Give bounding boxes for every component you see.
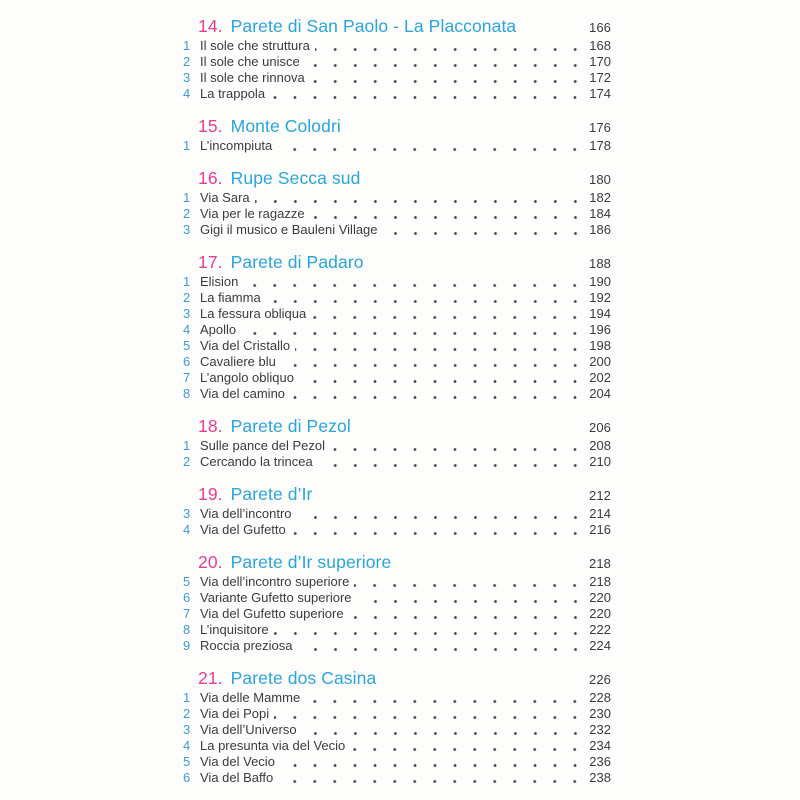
entry-page-number: 198 (589, 338, 611, 353)
entry-page-number: 224 (589, 638, 611, 653)
section-header (180, 114, 611, 138)
dot-leader (241, 322, 585, 338)
entry-number: 4 (183, 738, 191, 753)
toc-entry (180, 38, 611, 54)
toc-section (180, 250, 611, 402)
entry-page-number: 192 (589, 290, 611, 305)
section-header (180, 14, 611, 38)
entry-number: 7 (183, 606, 191, 621)
entry-page-number: 210 (589, 454, 611, 469)
section-number: 16. (198, 168, 223, 188)
dot-leader (305, 690, 585, 706)
route-name: Via del Gufetto (200, 522, 286, 537)
toc-entry (180, 70, 611, 86)
dot-leader (277, 138, 585, 154)
toc-entry (180, 574, 611, 590)
entry-number: 6 (183, 354, 191, 369)
entry-number: 2 (183, 290, 191, 305)
toc-entry (180, 86, 611, 102)
toc-entry (180, 206, 611, 222)
route-name: La fessura obliqua (200, 306, 307, 321)
entry-page-number: 222 (589, 622, 611, 637)
section-header (180, 166, 611, 190)
dot-leader (330, 438, 585, 454)
dot-leader (278, 770, 585, 786)
entry-page-number: 236 (589, 754, 611, 769)
entry-number: 6 (183, 590, 191, 605)
route-name: Via del Gufetto superiore (200, 606, 344, 621)
route-name: L’inquisitore (200, 622, 269, 637)
entry-number: 4 (183, 522, 191, 537)
section-page-number: 206 (589, 420, 611, 435)
dot-leader (270, 86, 585, 102)
entry-number: 3 (183, 506, 191, 521)
dot-leader (295, 338, 585, 354)
toc-entry (180, 770, 611, 786)
entry-page-number: 220 (589, 590, 611, 605)
dot-leader (302, 722, 585, 738)
entry-page-number: 186 (589, 222, 611, 237)
entry-page-number: 182 (589, 190, 611, 205)
dot-leader (315, 38, 585, 54)
section-number: 15. (198, 116, 223, 136)
entry-number: 8 (183, 622, 191, 637)
route-name: Via del Cristallo (200, 338, 291, 353)
toc-entry (180, 638, 611, 654)
route-name: Via del Baffo (200, 770, 274, 785)
entry-number: 4 (183, 322, 191, 337)
route-name: Il sole che rinnova (200, 70, 305, 85)
toc-entry (180, 722, 611, 738)
toc-entry (180, 306, 611, 322)
dot-leader (350, 738, 585, 754)
route-name: Roccia preziosa (200, 638, 293, 653)
dot-leader (298, 638, 586, 654)
toc-entry (180, 322, 611, 338)
section-header (180, 414, 611, 438)
entry-page-number: 228 (589, 690, 611, 705)
route-name: La fiamma (200, 290, 261, 305)
route-name: La presunta via del Vecio (200, 738, 346, 753)
entry-number: 3 (183, 722, 191, 737)
entry-page-number: 194 (589, 306, 611, 321)
entry-number: 7 (183, 370, 191, 385)
entry-number: 1 (183, 690, 191, 705)
toc-entry (180, 54, 611, 70)
route-name: L’incompiuta (200, 138, 273, 153)
entry-number: 1 (183, 438, 191, 453)
section-title: Parete di Padaro (230, 252, 364, 272)
section-page-number: 218 (589, 556, 611, 571)
route-name: La trappola (200, 86, 266, 101)
toc-section (180, 114, 611, 154)
toc-entry (180, 606, 611, 622)
route-name: Cercando la trincea (200, 454, 313, 469)
dot-leader (318, 454, 585, 470)
entry-page-number: 232 (589, 722, 611, 737)
section-title: Parete di San Paolo - La Placconata (230, 16, 517, 36)
toc-entry (180, 190, 611, 206)
dot-leader (354, 574, 585, 590)
toc-entry (180, 454, 611, 470)
section-number: 19. (198, 484, 223, 504)
toc-entry (180, 138, 611, 154)
entry-number: 2 (183, 454, 191, 469)
section-header (180, 550, 611, 574)
toc-entry (180, 274, 611, 290)
route-name: Via del Vecio (200, 754, 275, 769)
route-name: Via Sara (200, 190, 250, 205)
section-page-number: 176 (589, 120, 611, 135)
entry-number: 3 (183, 70, 191, 85)
route-name: Apollo (200, 322, 237, 337)
entry-number: 9 (183, 638, 191, 653)
entry-page-number: 230 (589, 706, 611, 721)
toc-entry (180, 622, 611, 638)
entry-number: 1 (183, 138, 191, 153)
toc-entry (180, 522, 611, 538)
toc-entry (180, 370, 611, 386)
dot-leader (280, 754, 585, 770)
toc-entry (180, 354, 611, 370)
toc-entry (180, 386, 611, 402)
route-name: Via dell’incontro superiore (200, 574, 350, 589)
route-name: Via dell’incontro (200, 506, 292, 521)
section-header (180, 250, 611, 274)
section-page-number: 212 (589, 488, 611, 503)
dot-leader (305, 54, 585, 70)
entry-page-number: 216 (589, 522, 611, 537)
entry-page-number: 220 (589, 606, 611, 621)
route-name: Il sole che struttura (200, 38, 310, 53)
entry-number: 2 (183, 706, 191, 721)
section-title: Monte Colodri (230, 116, 341, 136)
dot-leader (243, 274, 585, 290)
toc-entry (180, 438, 611, 454)
entry-page-number: 196 (589, 322, 611, 337)
toc-entry (180, 738, 611, 754)
route-name: Via delle Mamme (200, 690, 301, 705)
route-name: Variante Gufetto superiore (200, 590, 352, 605)
entry-number: 2 (183, 54, 191, 69)
entry-page-number: 170 (589, 54, 611, 69)
toc-entry (180, 706, 611, 722)
dot-leader (266, 290, 585, 306)
toc-entry (180, 590, 611, 606)
entry-page-number: 218 (589, 574, 611, 589)
toc-section (180, 482, 611, 538)
entry-page-number: 178 (589, 138, 611, 153)
section-title: Rupe Secca sud (230, 168, 361, 188)
dot-leader (349, 606, 585, 622)
entry-page-number: 204 (589, 386, 611, 401)
dot-leader (383, 222, 585, 238)
entry-page-number: 202 (589, 370, 611, 385)
section-page-number: 166 (589, 20, 611, 35)
toc-section (180, 550, 611, 654)
entry-number: 5 (183, 754, 191, 769)
dot-leader (357, 590, 585, 606)
section-header (180, 666, 611, 690)
toc-entry (180, 506, 611, 522)
entry-number: 5 (183, 574, 191, 589)
toc-section (180, 414, 611, 470)
dot-leader (310, 70, 585, 86)
section-title: Parete d’Ir superiore (230, 552, 392, 572)
toc-entry (180, 338, 611, 354)
route-name: Via dell’Universo (200, 722, 297, 737)
route-name: Via dei Popi (200, 706, 270, 721)
entry-page-number: 200 (589, 354, 611, 369)
route-name: Via del camino (200, 386, 286, 401)
entry-number: 4 (183, 86, 191, 101)
entry-page-number: 184 (589, 206, 611, 221)
section-number: 21. (198, 668, 223, 688)
section-page-number: 226 (589, 672, 611, 687)
section-number: 14. (198, 16, 223, 36)
entry-number: 1 (183, 190, 191, 205)
toc-entry (180, 222, 611, 238)
dot-leader (310, 206, 585, 222)
toc-content (180, 14, 611, 798)
section-number: 18. (198, 416, 223, 436)
entry-number: 2 (183, 206, 191, 221)
dot-leader (311, 306, 585, 322)
toc-entry (180, 754, 611, 770)
dot-leader (297, 506, 585, 522)
entry-page-number: 214 (589, 506, 611, 521)
route-name: Sulle pance del Pezol (200, 438, 326, 453)
entry-number: 1 (183, 38, 191, 53)
section-header (180, 482, 611, 506)
dot-leader (290, 386, 585, 402)
dot-leader (274, 622, 585, 638)
toc-section (180, 14, 611, 102)
dot-leader (281, 354, 585, 370)
dot-leader (291, 522, 585, 538)
dot-leader (274, 706, 585, 722)
entry-number: 6 (183, 770, 191, 785)
route-name: Via per le ragazze (200, 206, 305, 221)
route-name: Gigi il musico e Bauleni Village (200, 222, 378, 237)
section-page-number: 188 (589, 256, 611, 271)
toc-entry (180, 690, 611, 706)
route-name: Cavaliere blu (200, 354, 276, 369)
route-name: L’angolo obliquo (200, 370, 294, 385)
entry-page-number: 174 (589, 86, 611, 101)
section-title: Parete d’Ir (230, 484, 313, 504)
entry-number: 3 (183, 306, 191, 321)
entry-page-number: 234 (589, 738, 611, 753)
section-title: Parete dos Casina (230, 668, 377, 688)
toc-entry (180, 290, 611, 306)
entry-page-number: 168 (589, 38, 611, 53)
toc-section (180, 666, 611, 786)
entry-number: 5 (183, 338, 191, 353)
section-page-number: 180 (589, 172, 611, 187)
entry-page-number: 238 (589, 770, 611, 785)
section-number: 17. (198, 252, 223, 272)
route-name: Il sole che unisce (200, 54, 300, 69)
entry-number: 1 (183, 274, 191, 289)
route-name: Elision (200, 274, 239, 289)
dot-leader (255, 190, 585, 206)
entry-number: 8 (183, 386, 191, 401)
entry-page-number: 208 (589, 438, 611, 453)
dot-leader (299, 370, 585, 386)
entry-page-number: 172 (589, 70, 611, 85)
section-title: Parete di Pezol (230, 416, 351, 436)
toc-section (180, 166, 611, 238)
entry-page-number: 190 (589, 274, 611, 289)
entry-number: 3 (183, 222, 191, 237)
section-number: 20. (198, 552, 223, 572)
